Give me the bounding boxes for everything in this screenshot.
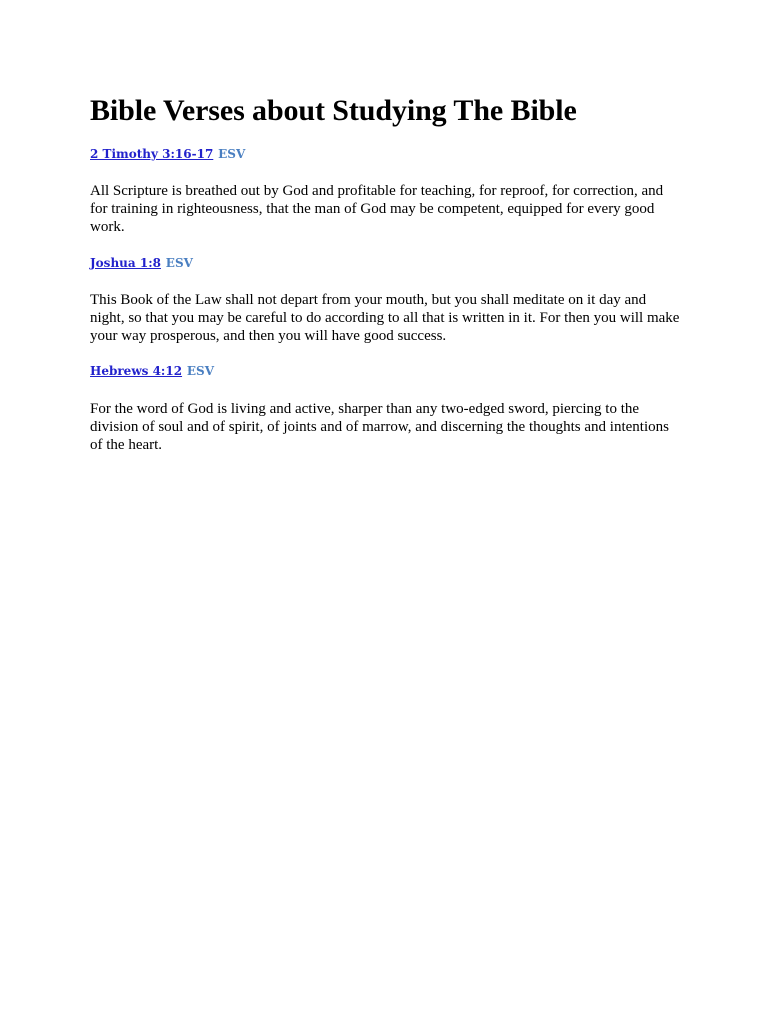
verse-version-label: ESV <box>186 364 215 378</box>
verse-reference-link[interactable]: Hebrews 4:12 <box>90 364 183 378</box>
verse-reference-line <box>90 363 678 379</box>
verse-text: All Scripture is breathed out by God and profitable for teaching, for reproof, for correction, and for training in righteousness, that the man of God may be competent, equipped for every good work. <box>90 183 664 235</box>
verse-text: This Book of the Law shall not depart from your mouth, but you shall meditate on it day and night, so that you may be careful to do according to all that is written in it. For then you will make your way prosperous, and then you will have good success. <box>90 292 680 344</box>
verse-version-label: ESV <box>218 147 246 161</box>
verse-reference-line <box>90 255 678 271</box>
verse-reference-link[interactable]: 2 Timothy 3:16-17 <box>90 147 214 161</box>
verse-reference-line <box>90 146 678 162</box>
verse-reference-link[interactable]: Joshua 1:8 <box>90 256 161 270</box>
verse-text: For the word of God is living and active, sharper than any two-edged sword, piercing to the division of soul and of spirit, of joints and of marrow, and discerning the thoughts and intentions of the heart. <box>90 401 669 453</box>
verse-version-label: ESV <box>165 256 193 270</box>
page-title: Bible Verses about Studying The Bible <box>90 94 577 127</box>
